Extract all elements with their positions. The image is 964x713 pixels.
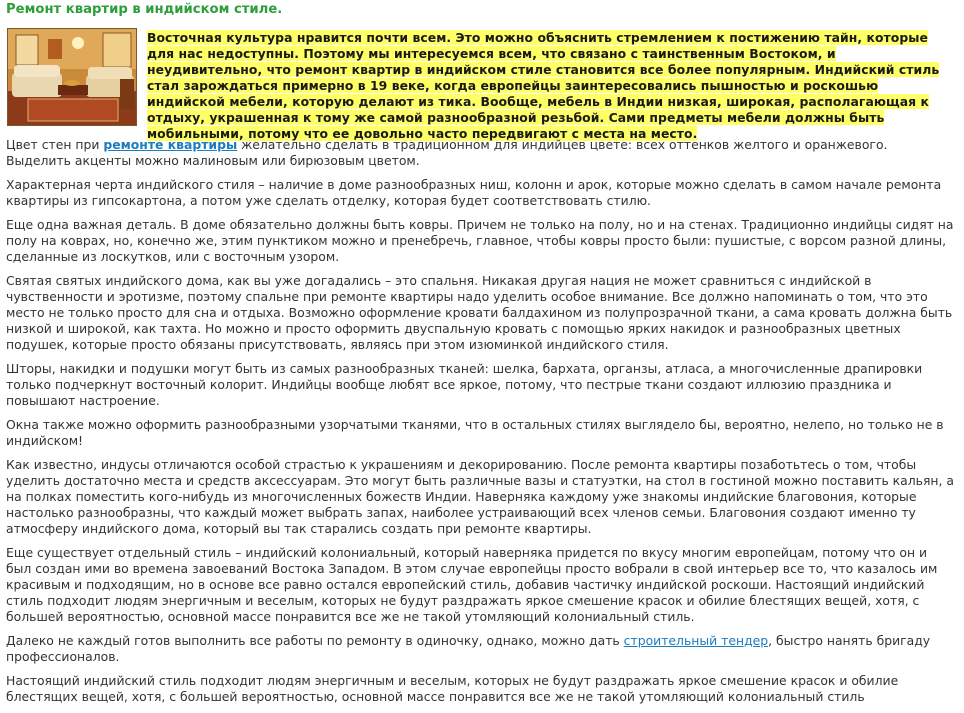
- paragraph-10: Настоящий индийский стиль подходит людям энергичным и веселым, которых не будут раздражать яркое смешение красок и обилие блестящих вещей, хотя, с большей вероятностью, основной массе понравится все же не такой утомляющий колониальный стиль: [6, 673, 899, 704]
- paragraph-1-text-start: Цвет стен при: [6, 137, 104, 152]
- paragraph-4: Святая святых индийского дома, как вы уже догадались – это спальня. Никакая другая нация не может сравниться с индийской в чувственности и эротизме, поэтому спальне при ремонте квартиры надо уделить особое внимание. Все должно напоминать о том, что это место не только просто для сна и отдыха. Возможно оформление кровати балдахином из полупрозрачной ткани, а сама кровать должна быть низкой и широкой, как тахта. Но можно и просто оформить двуспальную кровать с помощью ярких накидок и разнообразных цветных подушек, которые просто обязаны присутствовать, являясь при этом изюминкой индийского стиля.: [6, 273, 953, 352]
- lead-paragraph: [147, 30, 943, 142]
- lead-highlight: Восточная культура нравится почти всем. Это можно объяснить стремлением к постижению тайн, которые для нас недоступны. Поэтому мы интересуемся всем, что связано с таинственным Востоком, и неудивительно, что ремонт квартир в индийском стиле становится все более популярным. Индийский стиль стал зарождаться примерно в 19 веке, когда европейцы заинтересовались пышностью и роскошью индийской мебели, которую делают из тика. Вообще, мебель в Индии низкая, широкая, располагающая к отдыху, украшенная к тому же самой разнообразной резьбой. Сами предметы мебели должны быть мобильными, потому что ее довольно часто передвигают с места на место.: [147, 30, 940, 141]
- renovation-link[interactable]: ремонте квартиры: [103, 137, 238, 152]
- paragraph-9-text-start: Далеко не каждый готов выполнить все работы по ремонту в одиночку, однако, можно дать: [6, 633, 624, 648]
- page-title: Ремонт квартир в индийском стиле.: [6, 2, 283, 17]
- tender-link[interactable]: строительный тендер: [623, 633, 769, 648]
- paragraph-5: Шторы, накидки и подушки могут быть из самых разнообразных тканей: шелка, бархата, органзы, атласа, а многочисленные драпировки только подчеркнут восточный колорит. Индийцы вообще любят все яркое, потому, что пестрые ткани создают иллюзию праздника и повышают настроение.: [6, 361, 923, 408]
- paragraph-1-text-end: желательно сделать в традиционном для индийцев цвете: всех оттенков желтого и оранжевого. Выделить акценты можно малиновым или бирюзовым цветом.: [6, 137, 888, 168]
- article-body: [6, 137, 956, 713]
- paragraph-7: Как известно, индусы отличаются особой страстью к украшениям и декорированию. После ремонта квартиры позаботьтесь о том, чтобы уделить достаточно места и средств аксессуарам. Это могут быть различные вазы и статуэтки, на стол в гостиной можно поставить кальян, а на полках поместить кого-нибудь из многочисленных божеств Индии. Наверняка каждому уже знакомы индийские благовония, которые настолько разнообразны, что каждый может выбрать запах, наиболее устраивающий всех членов семьи. Благовония создают именно ту атмосферу индийского дома, который вы так старались создать при ремонте квартиры.: [6, 457, 955, 536]
- paragraph-2: Характерная черта индийского стиля – наличие в доме разнообразных ниш, колонн и арок, которые можно сделать в самом начале ремонта квартиры из гипсокартона, а потом уже сделать отделку, которая будет соответствовать стилю.: [6, 177, 942, 208]
- paragraph-9: [6, 633, 956, 665]
- interior-photo: [7, 28, 137, 126]
- paragraph-3: Еще одна важная деталь. В доме обязательно должны быть ковры. Причем не только на полу, но и на стенах. Традиционно индийцы сидят на полу на коврах, но, конечно же, этим пунктиком можно и пренебречь, главное, чтобы ковры просто были: пушистые, с ворсом разной длины, сделанные из лоскутков, или с восточным узором.: [6, 217, 954, 264]
- paragraph-1: [6, 137, 956, 169]
- paragraph-6: Окна также можно оформить разнообразными узорчатыми тканями, что в остальных стилях выглядело бы, вероятно, нелепо, но только не в индийском!: [6, 417, 944, 448]
- paragraph-8: Еще существует отдельный стиль – индийский колониальный, который наверняка придется по вкусу многим европейцам, потому что он и был создан ими во времена завоеваний Востока Западом. В этом случае европейцы просто вобрали в свой интерьер все то, что казалось им красивым и подходящим, но в основе все равно остался европейский стиль, добавив частичку индийской роскоши. Настоящий индийский стиль подходит людям энергичным и веселым, которых не будут раздражать яркое смешение красок и обилие блестящих вещей, хотя, с большей вероятностью, основной массе понравится все же не такой утомляющий колониальный стиль.: [6, 545, 938, 624]
- paragraph-9-text-end: , быстро нанять бригаду профессионалов.: [6, 633, 931, 664]
